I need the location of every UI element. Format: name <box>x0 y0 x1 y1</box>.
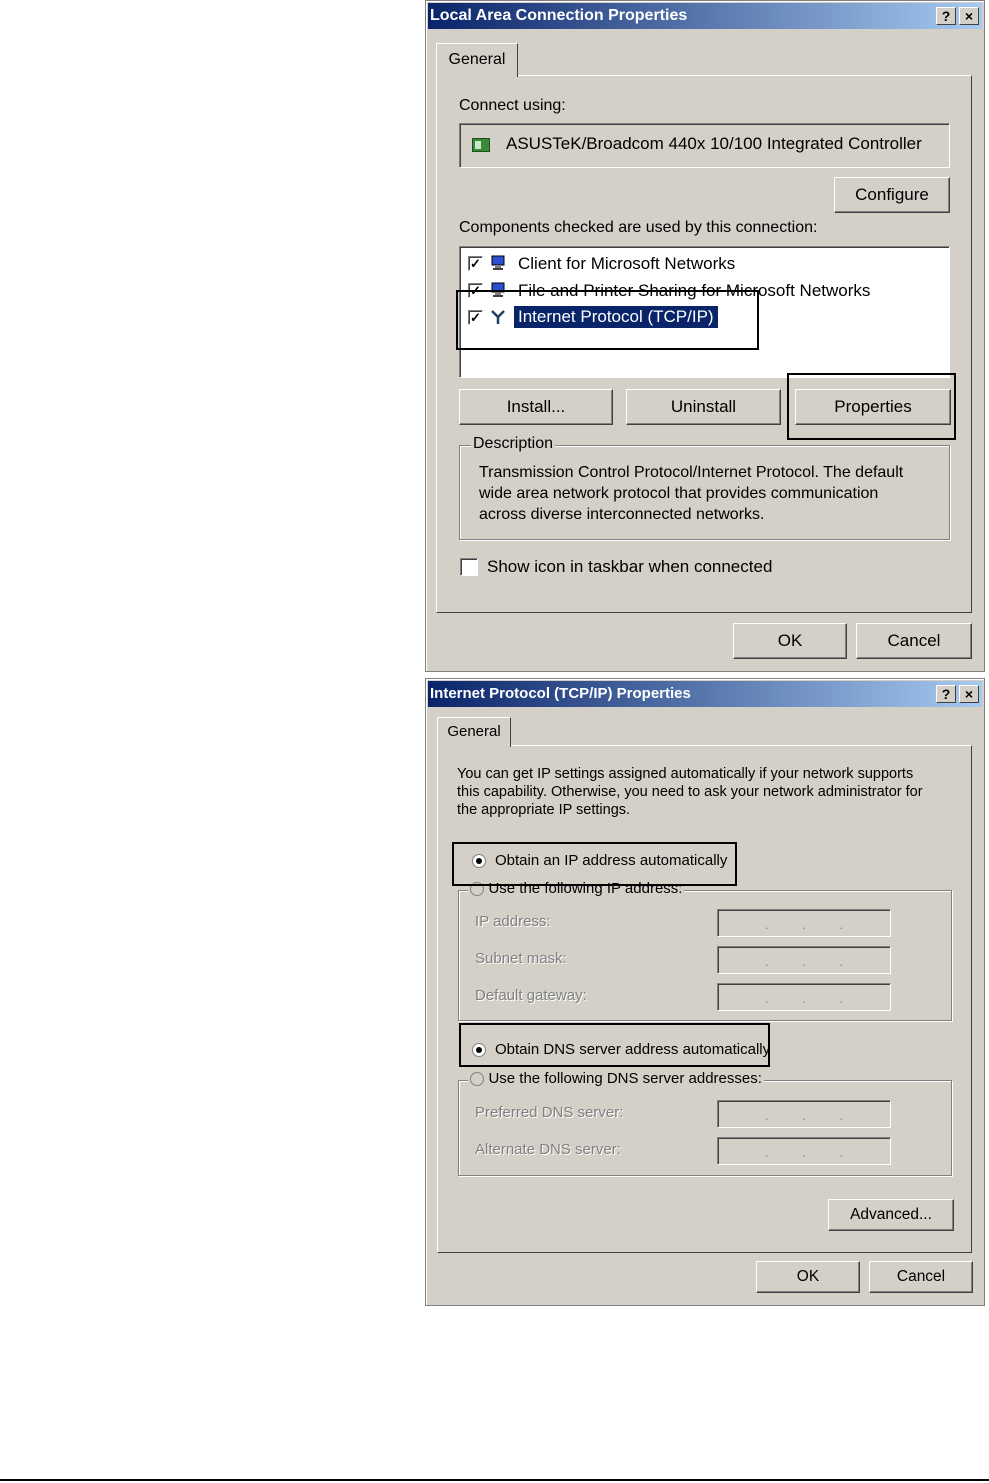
computer-icon <box>490 255 506 271</box>
help-button[interactable]: ? <box>936 685 956 703</box>
list-item-label-selected: Internet Protocol (TCP/IP) <box>514 306 718 328</box>
list-item-label: Client for Microsoft Networks <box>518 254 736 273</box>
close-button[interactable]: × <box>959 685 979 703</box>
obtain-ip-auto-label: Obtain an IP address automatically <box>495 852 728 869</box>
use-following-dns-label: Use the following DNS server addresses: <box>488 1070 762 1087</box>
list-item-label: File and Printer Sharing for Microsoft Networks <box>518 281 871 300</box>
list-item-tcpip[interactable] <box>468 306 938 330</box>
components-list[interactable] <box>459 246 950 378</box>
alternate-dns-label: Alternate DNS server: <box>475 1141 621 1158</box>
install-button[interactable]: Install... <box>459 389 613 425</box>
computer-icon <box>490 282 506 298</box>
static-ip-legend <box>468 880 684 898</box>
list-item-file-printer-sharing[interactable] <box>468 280 938 302</box>
description-line-2: wide area network protocol that provides communication <box>479 485 879 502</box>
cancel-button[interactable]: Cancel <box>856 623 972 659</box>
ip-address-label: IP address: <box>475 913 551 930</box>
checkbox-tcpip[interactable]: ✓ <box>468 310 483 325</box>
tab-general[interactable] <box>436 43 518 77</box>
use-following-ip-label: Use the following IP address: <box>488 880 683 897</box>
use-following-dns-radio[interactable] <box>470 1072 484 1086</box>
subnet-mask-label: Subnet mask: <box>475 950 567 967</box>
obtain-dns-auto-radio[interactable] <box>472 1043 486 1057</box>
tab-general[interactable] <box>437 717 511 747</box>
checkbox-file-printer-sharing[interactable]: ✓ <box>468 283 483 298</box>
configure-button[interactable]: Configure <box>834 177 950 213</box>
show-icon-label: Show icon in taskbar when connected <box>487 557 773 576</box>
connect-using-label: Connect using: <box>459 97 566 114</box>
alternate-dns-field: . . . <box>717 1137 891 1165</box>
checkbox-client[interactable]: ✓ <box>468 256 483 271</box>
obtain-ip-auto-radio[interactable] <box>472 854 486 868</box>
description-legend: Description <box>473 435 554 452</box>
list-item-client[interactable] <box>468 253 938 275</box>
properties-button[interactable]: Properties <box>795 389 951 425</box>
default-gateway-label: Default gateway: <box>475 987 587 1004</box>
preferred-dns-label: Preferred DNS server: <box>475 1104 624 1121</box>
description-line-1: Transmission Control Protocol/Internet Protocol. The default <box>479 464 904 481</box>
preferred-dns-field: . . . <box>717 1100 891 1128</box>
components-label: Components checked are used by this connection: <box>459 219 818 236</box>
ok-button[interactable]: OK <box>733 623 847 659</box>
intro-line-3: the appropriate IP settings. <box>457 802 631 818</box>
tcpip-properties-dialog <box>425 678 985 1306</box>
obtain-dns-auto-label: Obtain DNS server address automatically <box>495 1041 771 1058</box>
lan-dialog-titlebar[interactable] <box>428 3 982 29</box>
help-button[interactable]: ? <box>936 7 956 25</box>
default-gateway-field: . . . <box>717 983 891 1011</box>
static-dns-legend <box>468 1070 764 1088</box>
cancel-button[interactable]: Cancel <box>869 1261 973 1293</box>
advanced-button[interactable]: Advanced... <box>828 1199 954 1231</box>
tab-general-label: General <box>447 723 501 740</box>
protocol-icon <box>490 309 506 325</box>
tcpip-dialog-titlebar[interactable] <box>428 681 982 707</box>
ip-address-field: . . . <box>717 909 891 937</box>
tcpip-dialog-title: Internet Protocol (TCP/IP) Properties <box>430 685 691 702</box>
intro-line-1: You can get IP settings assigned automatically if your network supports <box>457 766 914 782</box>
page-bottom-rule <box>0 1479 989 1481</box>
adapter-field <box>459 123 950 168</box>
subnet-mask-field: . . . <box>717 946 891 974</box>
ok-button[interactable]: OK <box>756 1261 860 1293</box>
uninstall-button[interactable]: Uninstall <box>626 389 781 425</box>
show-icon-checkbox[interactable] <box>460 558 478 576</box>
lan-dialog-title: Local Area Connection Properties <box>430 7 688 24</box>
tab-general-label: General <box>448 51 506 68</box>
adapter-name: ASUSTeK/Broadcom 440x 10/100 Integrated Controller <box>506 134 922 153</box>
intro-line-2: this capability. Otherwise, you need to ask your network administrator for <box>457 784 923 800</box>
network-adapter-icon <box>472 138 490 152</box>
lan-properties-dialog <box>425 0 985 672</box>
close-button[interactable]: × <box>959 7 979 25</box>
description-line-3: across diverse interconnected networks. <box>479 506 765 523</box>
use-following-ip-radio[interactable] <box>470 882 484 896</box>
